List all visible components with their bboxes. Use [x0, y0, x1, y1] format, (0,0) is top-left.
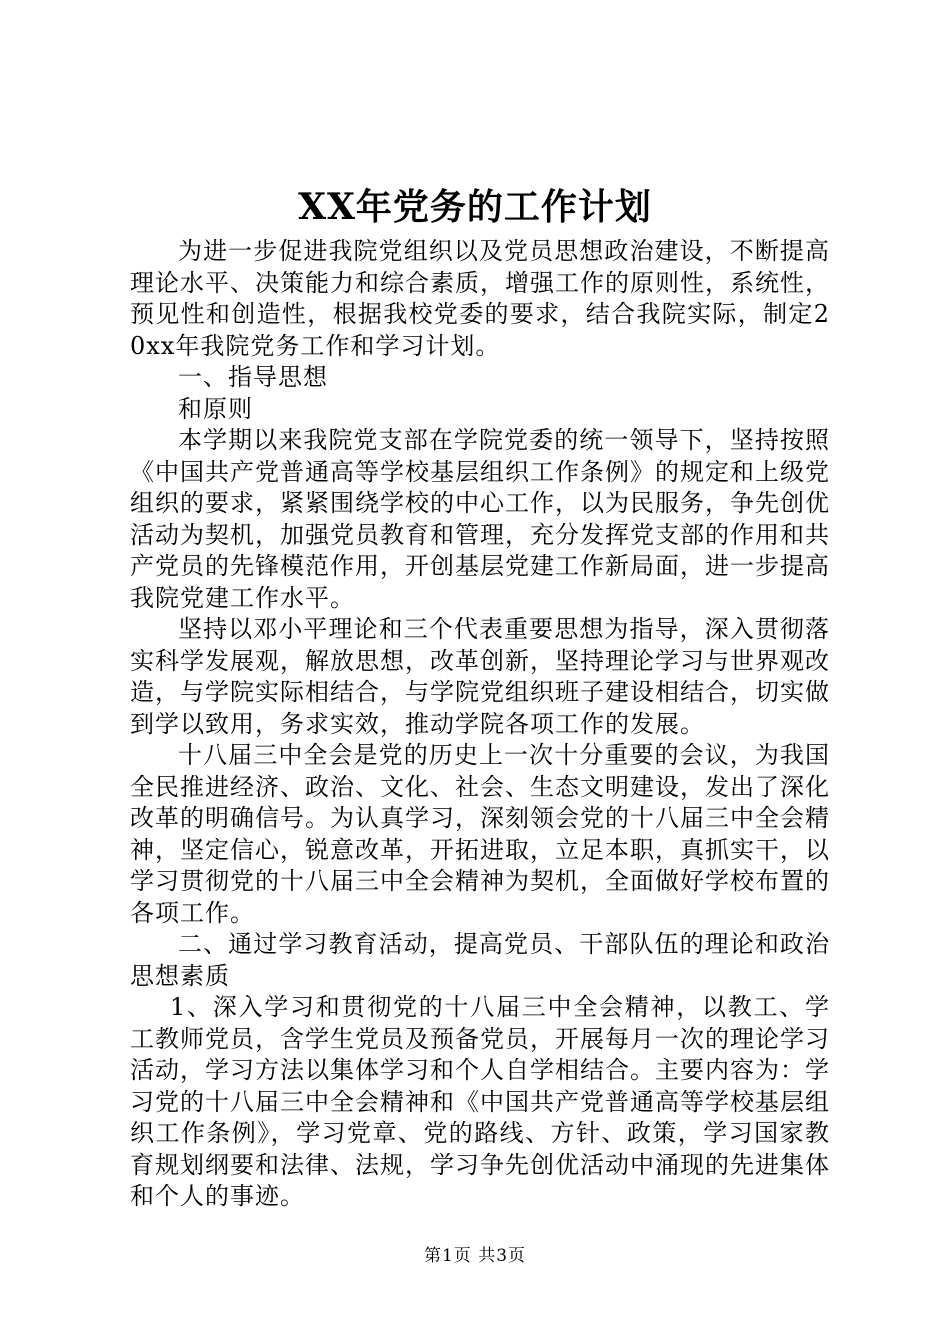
paragraph-intro: 为进一步促进我院党组织以及党员思想政治建设，不断提高理论水平、决策能力和综合素质，增强工作的原则性，系统性，预见性和创造性，根据我校党委的要求，结合我院实际，制定20xx年我院党务工作和学习计划。: [130, 237, 830, 360]
section-heading-principles: 和原则: [178, 394, 253, 423]
document-body: [130, 236, 830, 1213]
paragraph-guiding-theory: 坚持以邓小平理论和三个代表重要思想为指导，深入贯彻落实科学发展观，解放思想，改革创新，坚持理论学习与世界观改造，与学院实际相结合，与学院党组织班子建设相结合，切实做到学以致用，务求实效，推动学院各项工作的发展。: [130, 615, 830, 738]
page-number-footer: 第1页 共3页: [423, 1246, 527, 1266]
paragraph-item-1: 1、深入学习和贯彻党的十八届三中全会精神，以教工、学工教师党员，含学生党员及预备党员，开展每月一次的理论学习活动，学习方法以集体学习和个人自学相结合。主要内容为：学习党的十八届三中全会精神和《中国共产党普通高等学校基层组织工作条例》，学习党章、党的路线、方针、政策，学习国家教育规划纲要和法律、法规，学习争先创优活动中涌现的先进集体和个人的事迹。: [130, 993, 830, 1210]
paragraph-branch-leadership: 本学期以来我院党支部在学院党委的统一领导下，坚持按照《中国共产党普通高等学校基层组织工作条例》的规定和上级党组织的要求，紧紧围绕学校的中心工作，以为民服务，争先创优活动为契机，加强党员教育和管理，充分发挥党支部的作用和共产党员的先锋模范作用，开创基层党建工作新局面，进一步提高我院党建工作水平。: [130, 426, 830, 612]
section-heading-guiding-thought: 一、指导思想: [178, 363, 328, 391]
document-title: XX年党务的工作计划: [298, 186, 652, 228]
section-heading-study-education: 二、通过学习教育活动，提高党员、干部队伍的理论和政治思想素质: [130, 930, 830, 990]
paragraph-plenary-session: 十八届三中全会是党的历史上一次十分重要的会议，为我国全民推进经济、政治、文化、社会、生态文明建设，发出了深化改革的明确信号。为认真学习，深刻领会党的十八届三中全会精神，坚定信心，锐意改革，开拓进取，立足本职，真抓实干，以学习贯彻党的十八届三中全会精神为契机，全面做好学校布置的各项工作。: [130, 741, 830, 927]
